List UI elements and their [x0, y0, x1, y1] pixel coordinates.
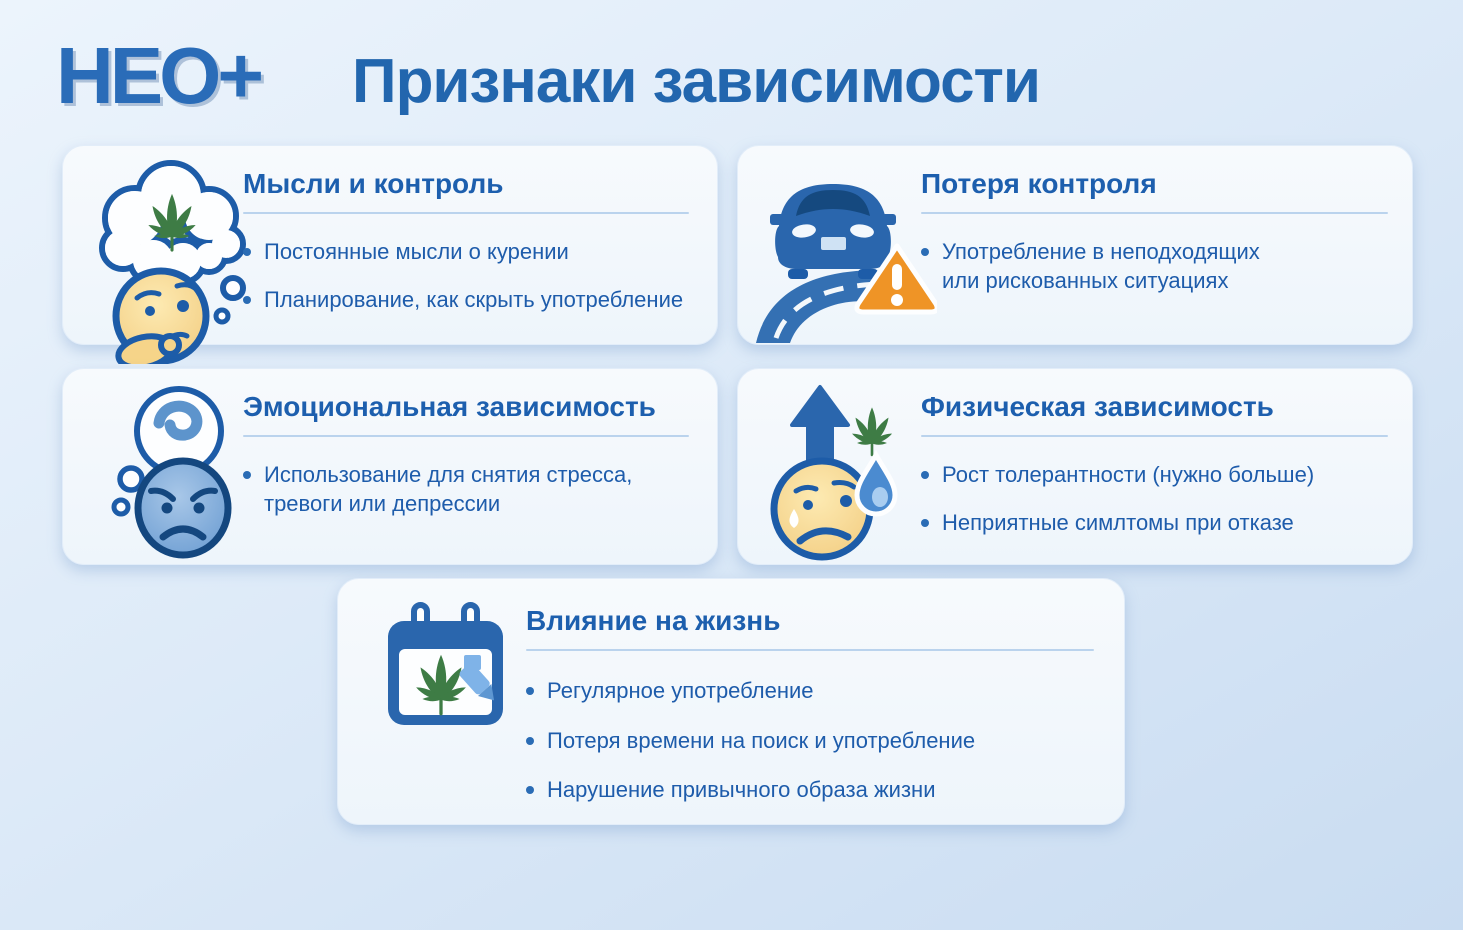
divider [921, 212, 1388, 214]
list-item [243, 286, 689, 315]
thought-cloud-sad-blue-face-icon [85, 377, 255, 567]
card-title: Влияние на жизнь [526, 605, 781, 636]
list-item [921, 238, 1388, 295]
bullet-dot [526, 786, 534, 794]
list-item [526, 776, 1094, 805]
list-item [526, 727, 1094, 756]
list-item [921, 509, 1388, 538]
bullet-text: Использование для снятия стресса, тревоги или депрессии [264, 462, 633, 516]
bullet-dot [243, 248, 251, 256]
bullet-text: Употребление в неподходящих или рискованных ситуациях [942, 239, 1260, 293]
tolerance-arrow-leaf-sad-face-icon [756, 377, 926, 572]
bullet-dot [243, 296, 251, 304]
list-item [921, 461, 1388, 490]
bullet-dot [526, 687, 534, 695]
list-item [243, 461, 689, 518]
bullet-list [921, 461, 1388, 537]
bullet-dot [526, 737, 534, 745]
divider [243, 435, 689, 437]
bullet-text: Планирование, как скрыть употребление [264, 286, 684, 312]
bullet-list [921, 238, 1388, 295]
bullet-text: Неприятные симлтомы при отказе [942, 509, 1294, 535]
bullet-dot [921, 248, 929, 256]
bullet-text: Регулярное употребление [547, 678, 814, 703]
divider [921, 435, 1388, 437]
bullet-list [526, 677, 1094, 805]
bullet-dot [921, 519, 929, 527]
card-physical-dependence [737, 368, 1413, 565]
list-item [243, 238, 689, 267]
list-item [526, 677, 1094, 706]
page-title: Признаки зависимости [352, 47, 1041, 116]
card-title: Потеря контроля [921, 168, 1157, 199]
card-emotional-dependence [62, 368, 718, 565]
card-thoughts-control [62, 145, 718, 345]
bullet-list [243, 461, 689, 518]
bullet-list [243, 238, 689, 314]
bullet-dot [921, 471, 929, 479]
card-title: Эмоциональная зависимость [243, 391, 656, 422]
bullet-text: Постоянные мысли о курении [264, 239, 569, 264]
calendar-cannabis-pencil-icon [378, 599, 518, 744]
neo-logo: НЕО+ [56, 31, 261, 120]
bullet-text: Потеря времени на поиск и употребление [547, 727, 976, 753]
bullet-text: Рост толерантности (нужно больше) [942, 462, 1315, 487]
car-road-warning-icon [752, 158, 937, 348]
divider [243, 212, 689, 214]
card-loss-of-control [737, 145, 1413, 345]
bullet-text: Нарушение привычного образа жизни [547, 777, 936, 803]
card-title: Мысли и контроль [243, 168, 504, 199]
thought-cloud-cannabis-thinking-face-icon [83, 154, 258, 369]
divider [526, 649, 1094, 651]
bullet-dot [243, 471, 251, 479]
card-life-impact [337, 578, 1125, 825]
card-title: Физическая зависимость [921, 391, 1274, 422]
